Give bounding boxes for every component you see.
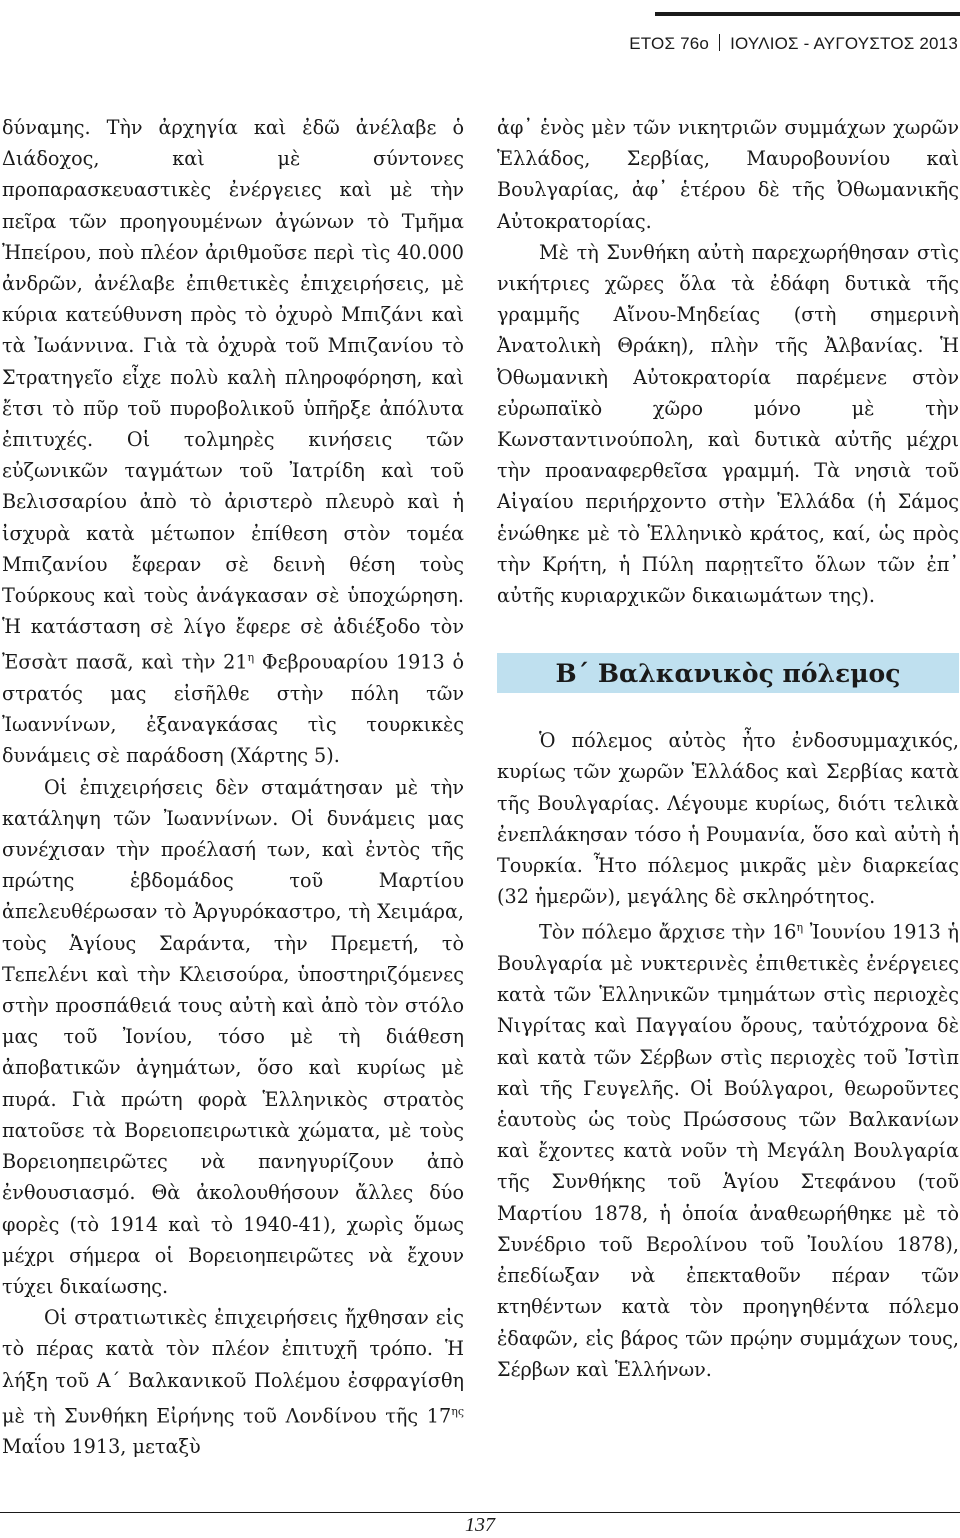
right-column — [497, 112, 959, 1385]
right-paragraph-4 — [497, 912, 959, 1384]
left-p1-text-end: Φεβρουαρίου 1913 ὁ στρατός μας εἰσῆλθε στὴν πόλη τῶν Ἰωαννίνων, ἐξαναγκάσας τὶς τουρκικὲς δυνάμεις σὲ παράδοση (Χάρτης 5). — [2, 650, 464, 768]
footer-rule — [0, 1512, 960, 1513]
header-rule — [655, 12, 960, 16]
right-paragraph-2: Μὲ τὴ Συνθήκη αὐτὴ παρεχωρήθησαν στὶς νικήτριες χῶρες ὅλα τὰ ἐδάφη δυτικὰ τῆς γραμμῆς Αἴνου-Μηδείας (στὴ σημερινὴ Ἀνατολικὴ Θράκη), πλὴν τῆς Ἀλβανίας. Ἡ Ὀθωμανικὴ Αὐτοκρατορία παρέμενε στὸν εὐρωπαϊκὸ χῶρο μόνο μὲ τὴν Κωνσταντινούπολη, καὶ δυτικὰ αὐτῆς μέχρι τὴν προαναφερθεῖσα γραμμή. Τὰ νησιὰ τοῦ Αἰγαίου περιήρχοντο στὴν Ἑλλάδα (ἡ Σάμος ἑνώθηκε μὲ τὸ Ἑλληνικὸ κράτος, καί, ὡς πρὸς τὴν Κρήτη, ἡ Πύλη παρῃτεῖτο ὅλων τῶν ἐπ᾽ αὐτῆς κυριαρχικῶν δικαιωμάτων της). — [497, 240, 959, 608]
superscript: η — [796, 921, 804, 935]
page-number: 137 — [465, 1514, 495, 1536]
left-p3-text-end: Μαΐου 1913, μεταξὺ — [2, 1435, 201, 1459]
right-paragraph-1: ἀφ᾽ ἑνὸς μὲν τῶν νικητριῶν συμμάχων χωρῶν Ἑλλάδος, Σερβίας, Μαυροβουνίου καὶ Βουλγαρίας, ἀφ᾽ ἑτέρου δὲ τῆς Ὀθωμανικῆς Αὐτοκρατορίας. — [497, 116, 959, 233]
header-issue: ΙΟΥΛΙΟΣ - ΑΥΓΟΥΣΤΟΣ 2013 — [730, 34, 958, 53]
superscript: η — [247, 651, 255, 665]
left-paragraph-1 — [2, 112, 464, 772]
section-heading: Β΄ Βαλκανικὸς πόλεμος — [555, 658, 901, 688]
left-p3-text: Οἱ στρατιωτικὲς ἐπιχειρήσεις ἤχθησαν εἰς τὸ πέρας κατὰ τὸν πλέον ἐπιτυχῆ τρόπο. Ἡ λήξη τοῦ Α΄ Βαλκανικοῦ Πολέμου ἐσφραγίσθη μὲ τὴ Συνθήκη Εἰρήνης τοῦ Λονδίνου τῆς 17 — [2, 1306, 464, 1428]
right-p4-text-end: Ἰουνίου 1913 ἡ Βουλγαρία μὲ νυκτερινὲς ἐπιθετικὲς ἐνέργειες κατὰ τῶν Ἑλληνικῶν τμημάτων στὶς περιοχὲς Νιγρίτας καὶ Παγγαίου ὄρους, ταὐτόχρονα δὲ καὶ κατὰ τῶν Σέρβων στὶς περιοχὲς τοῦ Ἰστὶπ καὶ τῆς Γευγελῆς. Οἱ Βούλγαροι, θεωροῦντες ἑαυτοὺς ὡς τοὺς Πρώσσους τῶν Βαλκανίων καὶ ἔχοντες κατὰ νοῦν τὴ Μεγάλη Βουλγαρία τῆς Συνθήκης τοῦ Ἁγίου Στεφάνου (τοῦ Μαρτίου 1878, ἡ ὁποία ἀναθεωρήθηκε μὲ τὸ Συνέδριο τοῦ Βερολίνου τοῦ Ἰουλίου 1878), ἐπεδίωξαν νὰ ἐπεκταθοῦν πέραν τῶν κτηθέντων κατὰ τὸν προηγηθέντα πόλεμο ἐδαφῶν, εἰς βάρος τῶν πρῴην συμμάχων τους, Σέρβων καὶ Ἑλλήνων. — [497, 920, 959, 1381]
header-separator — [719, 34, 720, 51]
right-paragraph-3: Ὁ πόλεμος αὐτὸς ἦτο ἐνδοσυμμαχικός, κυρίως τῶν χωρῶν Ἑλλάδος καὶ Σερβίας κατὰ τῆς Βουλγαρίας. Λέγουμε κυρίως, διότι τελικὰ ἐνεπλάκησαν τόσο ἡ Ρουμανία, ὅσο καὶ αὐτὴ ἡ Τουρκία. Ἦτο πόλεμος μικρᾶς μὲν διαρκείας (32 ἡμερῶν), μεγάλης δὲ σκληρότητος. — [497, 729, 959, 909]
left-paragraph-2: Οἱ ἐπιχειρήσεις δὲν σταμάτησαν μὲ τὴν κατάληψη τῶν Ἰωαννίνων. Οἱ δυνάμεις μας συνέχισαν τὴν προέλασή των, καὶ ἐντὸς τῆς πρώτης ἑβδομάδος τοῦ Μαρτίου ἀπελευθέρωσαν τὸ Ἀργυρόκαστρο, τὴ Χειμάρα, τοὺς Ἁγίους Σαράντα, τὴν Πρεμετή, τὸ Τεπελένι καὶ τὴν Κλεισούρα, ὑποστηριζόμενες στὴν προσπάθειά τους αὐτὴ καὶ ἀπὸ τὸν στόλο μας τοῦ Ἰονίου, τόσο μὲ τὴ διάθεση ἀποβατικῶν ἀγημάτων, ὅσο καὶ κυρίως μὲ πυρά. Γιὰ πρώτη φορὰ Ἑλληνικὸς στρατὸς πατοῦσε τὰ Βορειοπειρωτικὰ χώματα, μὲ τοὺς Βορειοηπειρῶτες νὰ πανηγυρίζουν ἀπὸ ἐνθουσιασμό. Θὰ ἀκολουθήσουν ἄλλες δύο φορὲς (τὸ 1914 καὶ τὸ 1940-41), χωρὶς ὅμως μέχρι σήμερα οἱ Βορειοηπειρῶτες νὰ ἔχουν τύχει δικαίωσης. — [2, 775, 464, 1298]
right-p4-text: Τὸν πόλεμο ἄρχισε τὴν 16 — [539, 920, 797, 944]
left-column — [2, 112, 464, 1463]
header-year: ΕΤΟΣ 76ο — [629, 34, 710, 53]
left-p1-text: δύναμης. Τὴν ἀρχηγία καὶ ἐδῶ ἀνέλαβε ὁ Διάδοχος, καὶ μὲ σύντονες προπαρασκευαστικὲς ἐνέργειες καὶ μὲ τὴν πεῖρα τῶν προηγουμένων ἀγώνων τὸ Τμῆμα Ἠπείρου, ποὺ πλέον ἀριθμοῦσε περὶ τὶς 40.000 ἀνδρῶν, ἀνέλαβε ἐπιθετικὲς ἐπιχειρήσεις, μὲ κύρια κατεύθυνση πρὸς τὸ ὀχυρὸ Μπιζάνι καὶ τὰ Ἰωάννινα. Γιὰ τὰ ὀχυρὰ τοῦ Μπιζανίου τὸ Στρατηγεῖο εἶχε πολὺ καλὴ πληροφόρηση, καὶ ἔτσι τὸ πῦρ τοῦ πυροβολικοῦ ὑπῆρξε ἀπόλυτα ἐπιτυχές. Οἱ τολμηρὲς κινήσεις τῶν εὐζωνικῶν ταγμάτων τοῦ Ἰατρίδη καὶ τοῦ Βελισσαρίου ἀπὸ τὸ ἀριστερὸ πλευρὸ καὶ ἡ ἰσχυρὰ κατὰ μέτωπον ἐπίθεση στὸν τομέα Μπιζανίου ἔφεραν σὲ δεινὴ θέση τοὺς Τούρκους καὶ τοὺς ἀνάγκασαν σὲ ὑποχώρηση. Ἡ κατάσταση σὲ λίγο ἔφερε σὲ ἀδιέξοδο τὸν Ἐσσὰτ πασᾶ, καὶ τὴν 21 — [2, 116, 464, 674]
left-paragraph-3 — [2, 1302, 464, 1462]
superscript: ης — [451, 1404, 464, 1418]
running-header — [629, 34, 958, 54]
section-heading-box — [497, 653, 959, 693]
